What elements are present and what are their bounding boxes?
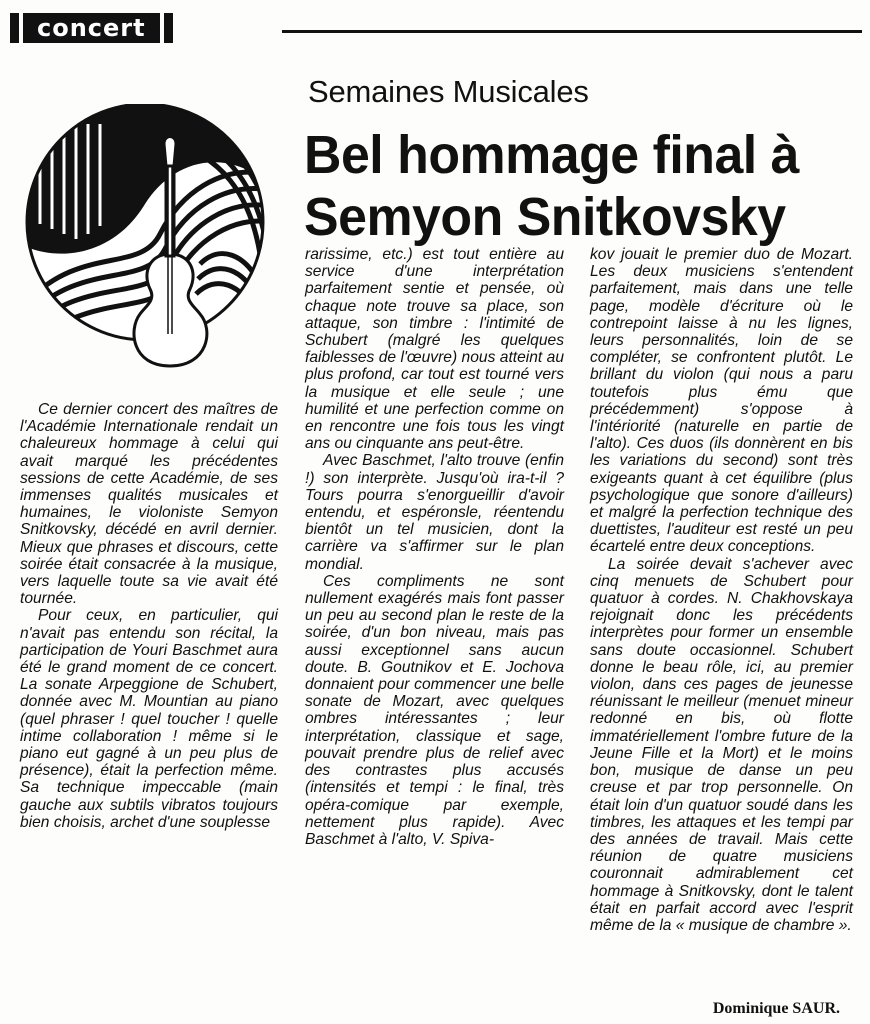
paragraph: rarissime, etc.) est tout entière au service d'une interprétation parfaitement sentie et pensée, où chaque note trouve sa place, son attaque, son timbre : l'intimité de Schubert (malgré les quelques faiblesses de l'œuvre) nous atteint au plus profond, car tout est tourné vers la musique et elle seule ; une humilité et une perfection comme on en rencontre une fois tous les vingt ans ou cinquante ans peut-être. [305, 246, 564, 453]
paragraph: kov jouait le premier duo de Mozart. Les deux musiciens s'entendent parfaitement, mais dans une telle page, modèle d'écriture où le contrepoint laisse à nu les lignes, leurs personnalités, loin de se compléter, se confrontent plutôt. Le brillant du violon (qui nous a paru toutefois plus ému que précédemment) s'oppose à l'intériorité (naturelle en partie de l'alto). Ces duos (ils donnèrent en bis les variations du second) sont très exigeants quant à cet équilibre (plus psychologique que sonore d'ailleurs) et malgré la perfection technique des duettistes, l'auditeur est resté un peu écartelé entre deux conceptions. [590, 246, 853, 556]
article-kicker: Semaines Musicales [308, 74, 589, 109]
article-column-1 [20, 401, 278, 831]
rubric-rule [282, 30, 862, 33]
paragraph: La soirée devait s'achever avec cinq menuets de Schubert pour quatuor à cordes. N. Chakhovskaya rejoignait donc les précédents interprètes pour former un ensemble sans doute occasionnel. Schubert donne le beau rôle, ici, au premier violon, dans ces pages de jeunesse réunissant le meilleur (menuet mineur redonné en bis, où flotte immatériellement l'ombre future de la Jeune Fille et la Mort) et le moins bon, musique de danse un peu creuse et par trop personnelle. On était loin d'un quatuor soudé dans les timbres, les attaques et les tempi par des années de travail. Mais cette réunion de quatre musiciens couronnait admirablement cet hommage à Snitkovsky, dont le talent était en parfait accord avec l'esprit même de la « musique de chambre ». [590, 555, 853, 934]
article-headline [304, 124, 799, 248]
headline-line-1: Bel hommage final à [304, 125, 800, 185]
rubric-header [10, 12, 173, 44]
article-column-3 [590, 246, 853, 934]
rubric-bar-left [10, 13, 19, 43]
violin-swirl-emblem-icon [20, 104, 270, 376]
paragraph: Avec Baschmet, l'alto trouve (enfin !) son interprète. Jusqu'où ira-t-il ? Tours pourra s'enorgueillir d'avoir entendu, et espéronsle, réentendu bientôt un tel musicien, dont la carrière va s'affirmer sur le plan mondial. [305, 452, 564, 573]
article-column-2 [305, 246, 564, 848]
paragraph: Pour ceux, en particulier, qui n'avait pas entendu son récital, la participation de Youri Baschmet aura été le grand moment de ce concert. La sonate Arpeggione de Schubert, donnée avec M. Mountian au piano (quel phraser ! quel toucher ! quelle intime collaboration ! même si le piano eut gagné à un peu plus de présence), était la perfection même. Sa technique impeccable (main gauche aux subtils vibratos toujours bien choisis, archet d'une souplesse [20, 607, 278, 831]
rubric-bar-right [164, 13, 173, 43]
paragraph: Ces compliments ne sont nullement exagérés mais font passer un peu au second plan le reste de la soirée, d'un bon niveau, mais pas aussi exceptionnel sans aucun doute. B. Goutnikov et E. Jochova donnaient pour commencer une belle sonate de Mozart, avec quelques ombres intéressantes ; leur interprétation, classique et sage, pouvait prendre plus de relief avec des contrastes plus accusés (intensités et tempi : le final, très opéra-comique par exemple, nettement plus rapide). Avec Baschmet à l'alto, V. Spiva- [305, 572, 564, 848]
author-byline: Dominique SAUR. [712, 1000, 840, 1017]
paragraph: Ce dernier concert des maîtres de l'Académie Internationale rendait un chaleureux hommage à celui qui avait marqué les précédentes sessions de cette Académie, de ses immenses qualités musicales et humaines, le violoniste Semyon Snitkovsky, décédé en avril dernier. Mieux que phrases et discours, cette soirée était consacrée à la musique, vers laquelle toute sa vie avait été tournée. [20, 401, 278, 608]
headline-line-2: Semyon Snitkovsky [304, 187, 786, 247]
rubric-label: concert [23, 13, 160, 43]
